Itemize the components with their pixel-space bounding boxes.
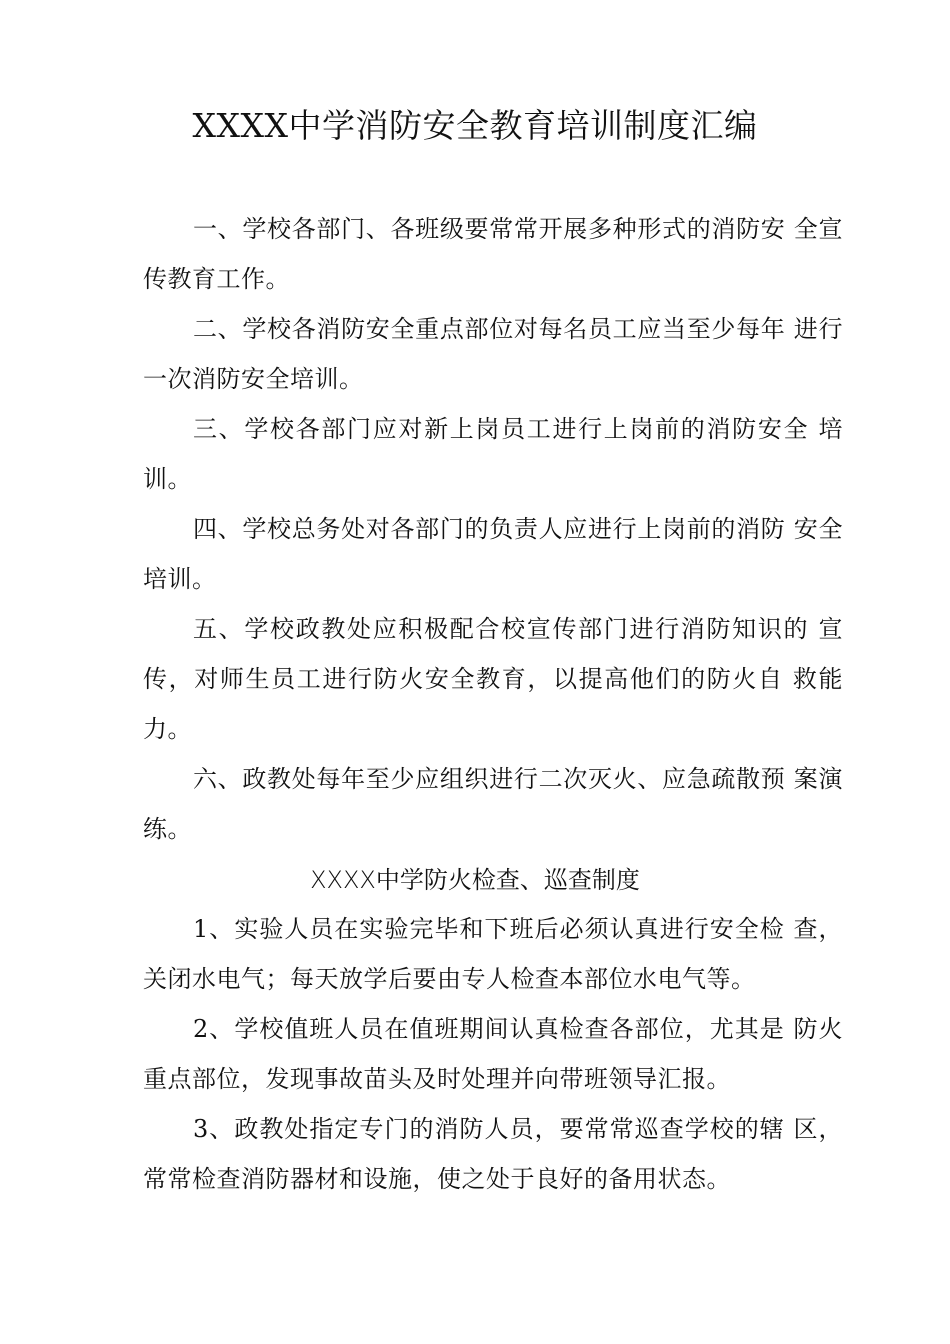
section-subtitle: XXXX中学防火检查、巡查制度 — [310, 866, 640, 894]
paragraph-4: 四、学校总务处对各部门的负责人应进行上岗前的消防 安全培训。 — [143, 515, 843, 593]
check-rule-1: 1、实验人员在实验完毕和下班后必须认真进行安全检 查，关闭水电气；每天放学后要由专人检查本部位水电气等。 — [143, 915, 843, 993]
check-rule-3: 3、政教处指定专门的消防人员，要常常巡查学校的辖 区，常常检查消防器材和设施，使之处于良好的备用状态。 — [143, 1115, 843, 1193]
paragraph-3: 三、学校各部门应对新上岗员工进行上岗前的消防安全 培训。 — [143, 415, 843, 493]
check-rule-2: 2、学校值班人员在值班期间认真检查各部位，尤其是 防火重点部位，发现事故苗头及时处理并向带班领导汇报。 — [143, 1015, 843, 1093]
paragraph-5: 五、学校政教处应积极配合校宣传部门进行消防知识的 宣传，对师生员工进行防火安全教育，以提高他们的防火自 救能力。 — [143, 615, 843, 743]
document-title: XXXX中学消防安全教育培训制度汇编 — [192, 106, 758, 145]
paragraph-2: 二、学校各消防安全重点部位对每名员工应当至少每年 进行一次消防安全培训。 — [143, 315, 843, 393]
paragraph-1: 一、学校各部门、各班级要常常开展多种形式的消防安 全宣传教育工作。 — [143, 215, 843, 293]
paragraph-6: 六、政教处每年至少应组织进行二次灭火、应急疏散预 案演练。 — [143, 765, 843, 843]
